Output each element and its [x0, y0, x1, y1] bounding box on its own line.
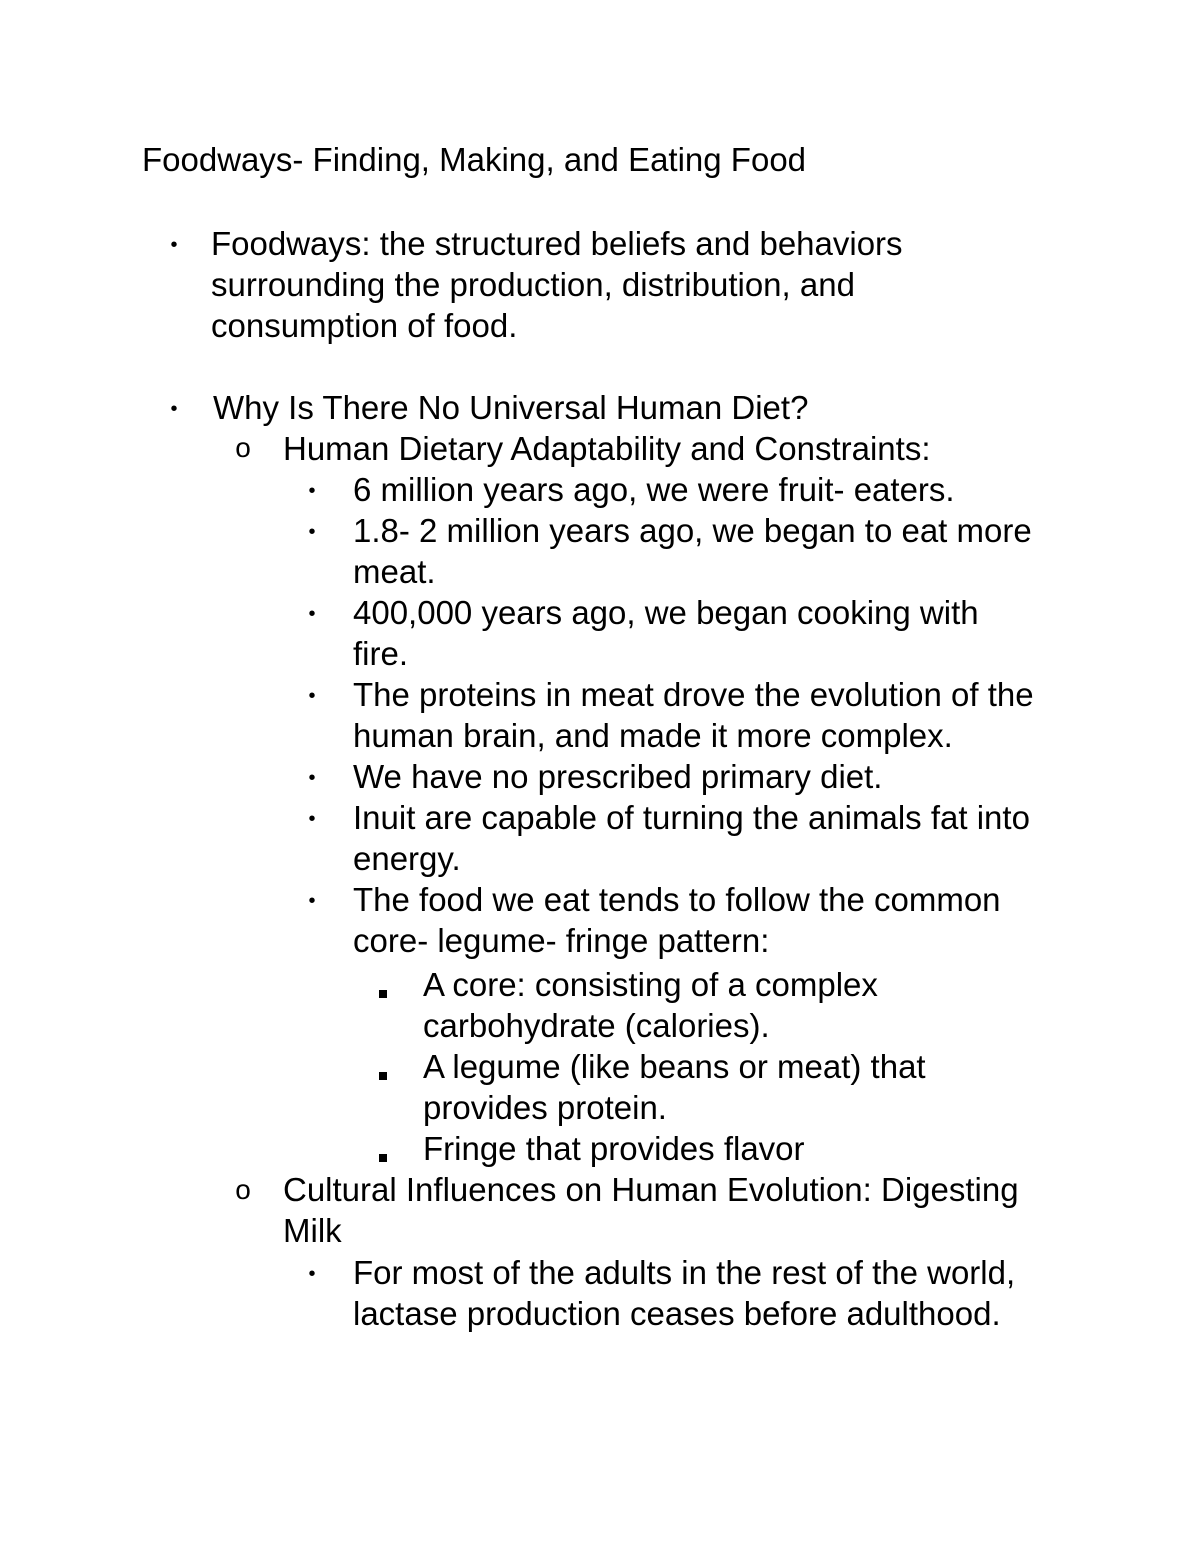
pattern-item: A legume (like beans or meat) that provides protein.: [423, 1048, 926, 1126]
bullet-dot-icon: •: [308, 1263, 316, 1285]
question-heading: Why Is There No Universal Human Diet?: [213, 389, 809, 426]
list-item: Inuit are capable of turning the animals fat into energy.: [353, 799, 1030, 877]
bullet-dot-icon: •: [308, 767, 316, 789]
list-item: 6 million years ago, we were fruit- eaters.: [353, 471, 955, 508]
bullet-dot-icon: •: [308, 603, 316, 625]
bullet-dot-icon: •: [308, 685, 316, 707]
list-item: We have no prescribed primary diet.: [353, 758, 883, 795]
pattern-item: Fringe that provides flavor: [423, 1130, 805, 1167]
bullet-dot-icon: •: [308, 890, 316, 912]
bullet-dot-icon: •: [308, 521, 316, 543]
bullet-dot-icon: •: [308, 808, 316, 830]
adaptability-heading: Human Dietary Adaptability and Constraints:: [283, 430, 931, 467]
milk-heading: Cultural Influences on Human Evolution: Digesting Milk: [283, 1171, 1019, 1249]
bullet-square-icon: [379, 1154, 387, 1162]
list-item: The food we eat tends to follow the common core- legume- fringe pattern:: [353, 881, 1001, 959]
pattern-item: A core: consisting of a complex carbohydrate (calories).: [423, 966, 878, 1044]
definition-text: Foodways: the structured beliefs and behaviors surrounding the production, distribution, and consumption of food.: [211, 225, 903, 344]
bullet-circle-icon: o: [235, 1174, 251, 1205]
list-item: 400,000 years ago, we began cooking with fire.: [353, 594, 979, 672]
bullet-square-icon: [379, 1072, 387, 1080]
bullet-circle-icon: o: [235, 432, 251, 463]
list-item: For most of the adults in the rest of the world, lactase production ceases before adulthood.: [353, 1254, 1016, 1332]
bullet-dot-icon: •: [170, 398, 178, 420]
bullet-dot-icon: •: [170, 234, 178, 256]
bullet-square-icon: [379, 990, 387, 998]
bullet-dot-icon: •: [308, 480, 316, 502]
document-title: Foodways- Finding, Making, and Eating Food: [142, 141, 807, 178]
list-item: 1.8- 2 million years ago, we began to eat more meat.: [353, 512, 1032, 590]
list-item: The proteins in meat drove the evolution of the human brain, and made it more complex.: [353, 676, 1034, 754]
